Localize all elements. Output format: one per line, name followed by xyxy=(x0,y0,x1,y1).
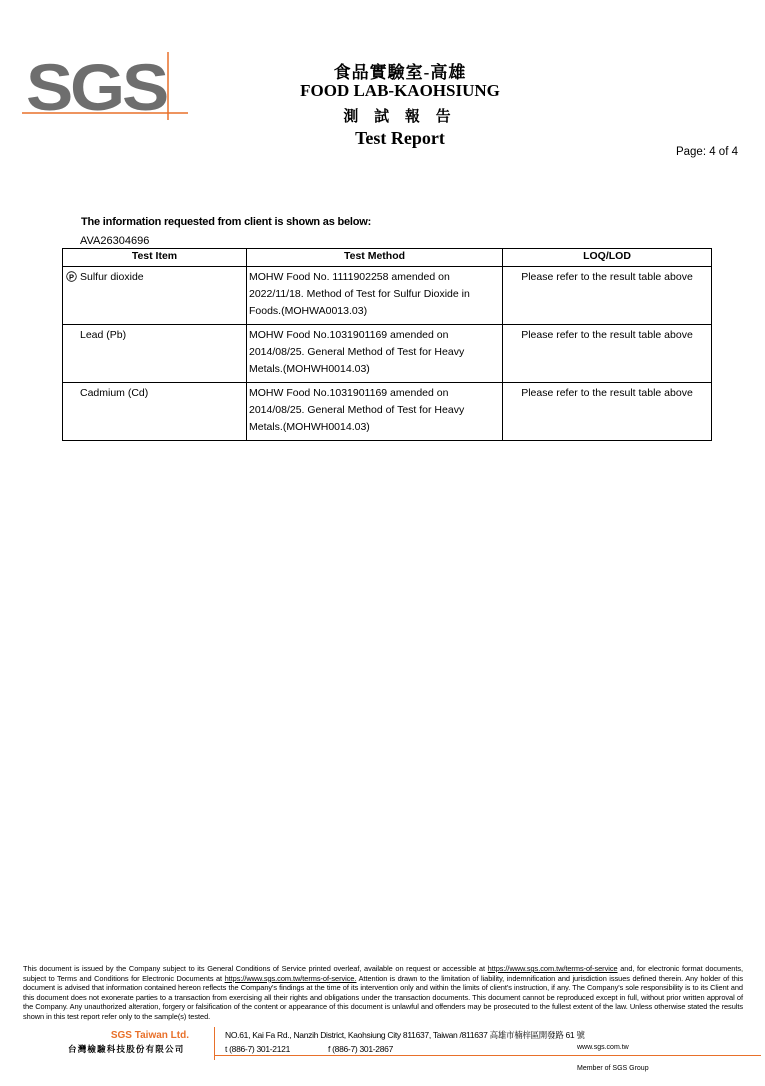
website-link[interactable]: www.sgs.com.tw xyxy=(577,1044,629,1051)
company-name-english: SGS Taiwan Ltd. xyxy=(110,1030,189,1041)
info-heading: The information requested from client is shown as below: xyxy=(81,216,372,228)
test-item-cell xyxy=(63,325,247,383)
telephone: t (886-7) 301-2121 xyxy=(225,1044,291,1054)
p-circle-icon xyxy=(66,271,80,288)
test-item-name: Sulfur dioxide xyxy=(80,271,144,283)
lab-name-english: FOOD LAB-KAOHSIUNG xyxy=(300,81,500,100)
test-method-cell: MOHW Food No. 1111902258 amended on 2022/11/18. Method of Test for Sulfur Dioxide in Foods.(MOHWA0013.03) xyxy=(247,267,503,325)
header-test-item: Test Item xyxy=(63,249,247,267)
disclaimer-text: This document is issued by the Company subject to its General Conditions of Service printed overleaf, available on request or accessible at https://www.sgs.com.tw/terms-of-service and, for electronic format documents, subject to Terms and Conditions for Electronic Documents at https://www.sgs.com.tw/terms-of-service. Attention is drawn to the limitation of liability, indemnification and jurisdiction issues defined therein. Any holder of this document is advised that information contained hereon reflects the Company's findings at the time of its intervention only and within the limits of client's instruction, if any. The Company's sole responsibility is to its Client and this document does not exonerate parties to a transaction from exercising all their rights and obligations under the transaction documents. This document cannot be reproduced except in full, without prior written approval of the Company. Any unauthorized alteration, forgery or falsification of the content or appearance of this document is unlawful and offenders may be prosecuted to the fullest extent of the law. Unless otherwise stated the results shown in this test report refer only to the sample(s) tested. xyxy=(23,964,743,1021)
terms-link[interactable]: https://www.sgs.com.tw/terms-of-service xyxy=(487,964,618,973)
loq-cell: Please refer to the result table above xyxy=(503,267,712,325)
page-number: Page: 4 of 4 xyxy=(675,146,738,158)
loq-cell: Please refer to the result table above xyxy=(503,325,712,383)
test-item-name: Lead (Pb) xyxy=(80,329,127,341)
company-name-chinese: 台灣檢驗科技股份有限公司 xyxy=(68,1044,185,1054)
electronic-terms-link[interactable]: https://www.sgs.com.tw/terms-of-service. xyxy=(224,973,357,983)
member-of-group: Member of SGS Group xyxy=(577,1065,649,1072)
header-test-method: Test Method xyxy=(247,249,503,267)
footer-rule xyxy=(214,1055,761,1056)
report-title-chinese: 測 試 報 告 xyxy=(343,109,457,125)
report-title-english: Test Report xyxy=(355,128,445,148)
table-row xyxy=(63,325,712,383)
test-item-name: Cadmium (Cd) xyxy=(80,387,149,399)
table-row xyxy=(63,383,712,441)
test-method-table xyxy=(62,248,712,441)
test-method-cell: MOHW Food No.1031901169 amended on 2014/08/25. General Method of Test for Heavy Metals.(MOHWH0014.03) xyxy=(247,383,503,441)
loq-cell: Please refer to the result table above xyxy=(503,383,712,441)
table-header-row xyxy=(63,249,712,267)
table-row xyxy=(63,267,712,325)
sgs-logo-text: SGS xyxy=(26,52,168,124)
svg-text:P: P xyxy=(68,272,75,282)
test-item-cell xyxy=(63,383,247,441)
reference-number: AVA26304696 xyxy=(80,235,150,247)
lab-name-chinese: 食品實驗室-高雄 xyxy=(333,63,467,82)
test-item-cell xyxy=(63,267,247,325)
test-method-cell: MOHW Food No.1031901169 amended on 2014/08/25. General Method of Test for Heavy Metals.(MOHWH0014.03) xyxy=(247,325,503,383)
fax: f (886-7) 301-2867 xyxy=(328,1044,394,1054)
header-loq-lod: LOQ/LOD xyxy=(503,249,712,267)
company-address: NO.61, Kai Fa Rd., Nanzih District, Kaohsiung City 811637, Taiwan /811637 高雄市楠梓區開發路 61 號 xyxy=(225,1030,585,1040)
